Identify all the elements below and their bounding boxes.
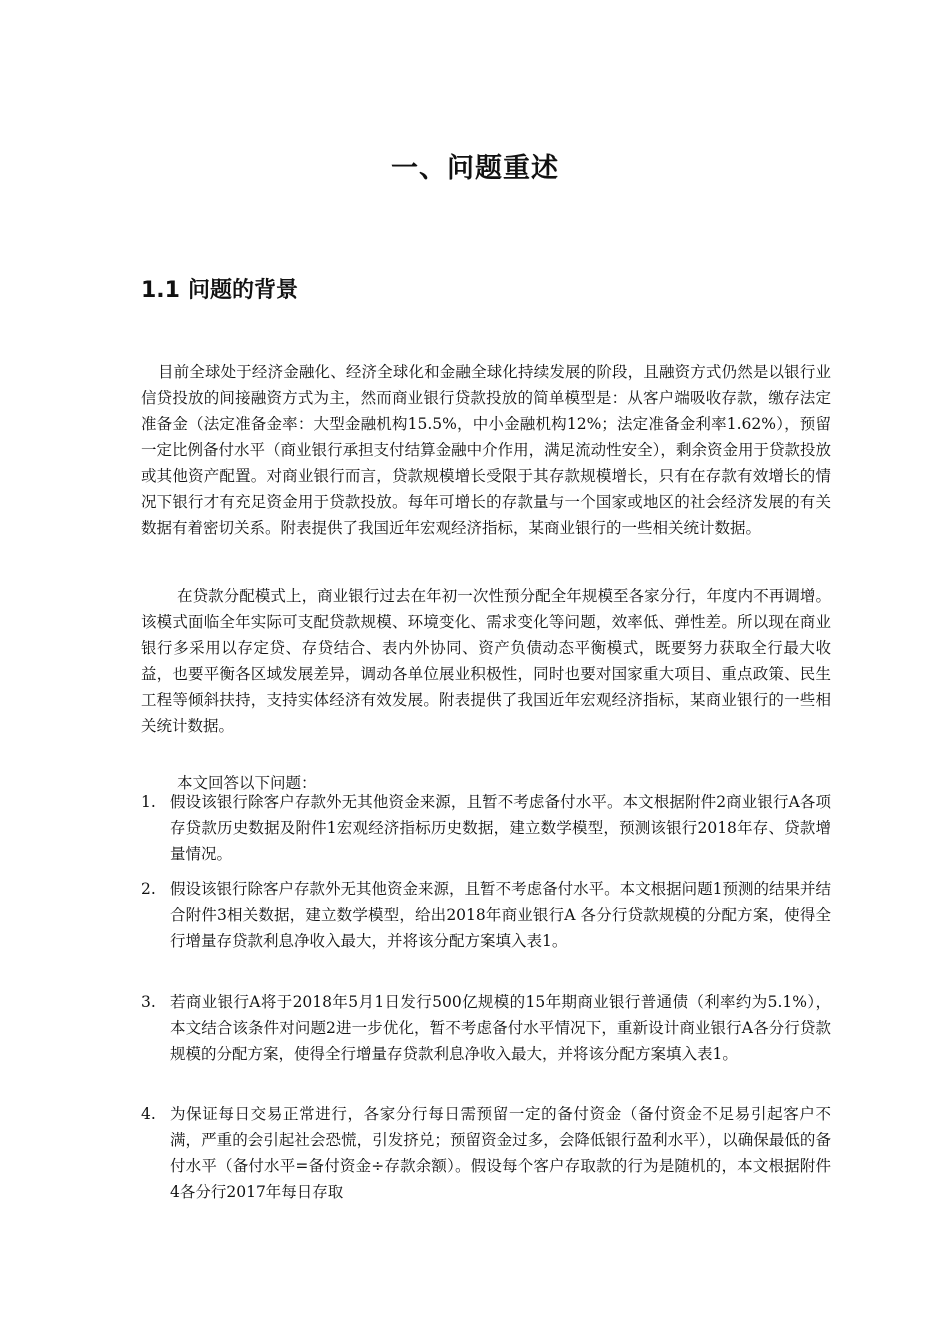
list-marker: 1. <box>141 793 156 811</box>
section-heading <box>141 273 298 304</box>
background-paragraph-1: 目前全球处于经济金融化、经济全球化和金融全球化持续发展的阶段，且融资方式仍然是以银行业信贷投放的间接融资方式为主，然而商业银行贷款投放的简单模型是：从客户端吸收存款，缴存法定准备金（法定准备金率：大型金融机构15.5%，中小金融机构12%；法定准备金利率1.62%），预留一定比例备付水平（商业银行承担支付结算金融中介作用，满足流动性安全），剩余资金用于贷款投放或其他资产配置。对商业银行而言，贷款规模增长受限于其存款规模增长，只有在存款有效增长的情况下银行才有充足资金用于贷款投放。每年可增长的存款量与一个国家或地区的社会经济发展的有关数据有着密切关系。附表提供了我国近年宏观经济指标，某商业银行的一些相关统计数据。 <box>141 362 831 537</box>
section-number: 1.1 <box>141 278 180 304</box>
list-marker: 3. <box>141 993 156 1011</box>
questions-intro: 本文回答以下问题： <box>177 773 317 792</box>
question-text: 假设该银行除客户存款外无其他资金来源，且暂不考虑备付水平。本文根据附件2商业银行A各项存贷款历史数据及附件1宏观经济指标历史数据，建立数学模型，预测该银行2018年存、贷款增量情况。 <box>170 793 831 863</box>
list-item <box>141 989 831 1067</box>
background-paragraph-2: 在贷款分配模式上，商业银行过去在年初一次性预分配全年规模至各家分行，年度内不再调增。该模式面临全年实际可支配贷款规模、环境变化、需求变化等问题，效率低、弹性差。所以现在商业银行多采用以存定贷、存贷结合、表内外协同、资产负债动态平衡模式，既要努力获取全行最大收益，也要平衡各区域发展差异，调动各单位展业积极性，同时也要对国家重大项目、重点政策、民生工程等倾斜扶持，支持实体经济有效发展。附表提供了我国近年宏观经济指标，某商业银行的一些相关统计数据。 <box>141 586 831 735</box>
section-title: 问题的背景 <box>187 278 298 304</box>
question-text: 为保证每日交易正常进行，各家分行每日需预留一定的备付资金（备付资金不足易引起客户不满，严重的会引起社会恐慌，引发挤兑；预留资金过多，会降低银行盈利水平），以确保最低的备付水平（备付水平=备付资金÷存款余额）。假设每个客户存取款的行为是随机的，本文根据附件4各分行2017年每日存取 <box>170 1105 831 1201</box>
list-item <box>141 1101 831 1205</box>
chapter-title: 一、问题重述 <box>391 153 559 185</box>
list-item <box>141 876 831 954</box>
list-item <box>141 789 831 867</box>
list-marker: 4. <box>141 1105 156 1123</box>
question-text: 若商业银行A将于2018年5月1日发行500亿规模的15年期商业银行普通债（利率约为5.1%），本文结合该条件对问题2进一步优化，暂不考虑备付水平情况下，重新设计商业银行A各分行贷款规模的分配方案，使得全行增量存贷款利息净收入最大，并将该分配方案填入表1。 <box>170 993 831 1063</box>
question-text: 假设该银行除客户存款外无其他资金来源，且暂不考虑备付水平。本文根据问题1预测的结果并结合附件3相关数据，建立数学模型，给出2018年商业银行A 各分行贷款规模的分配方案，使得全行增量存贷款利息净收入最大，并将该分配方案填入表1。 <box>170 880 831 950</box>
list-marker: 2. <box>141 880 156 898</box>
